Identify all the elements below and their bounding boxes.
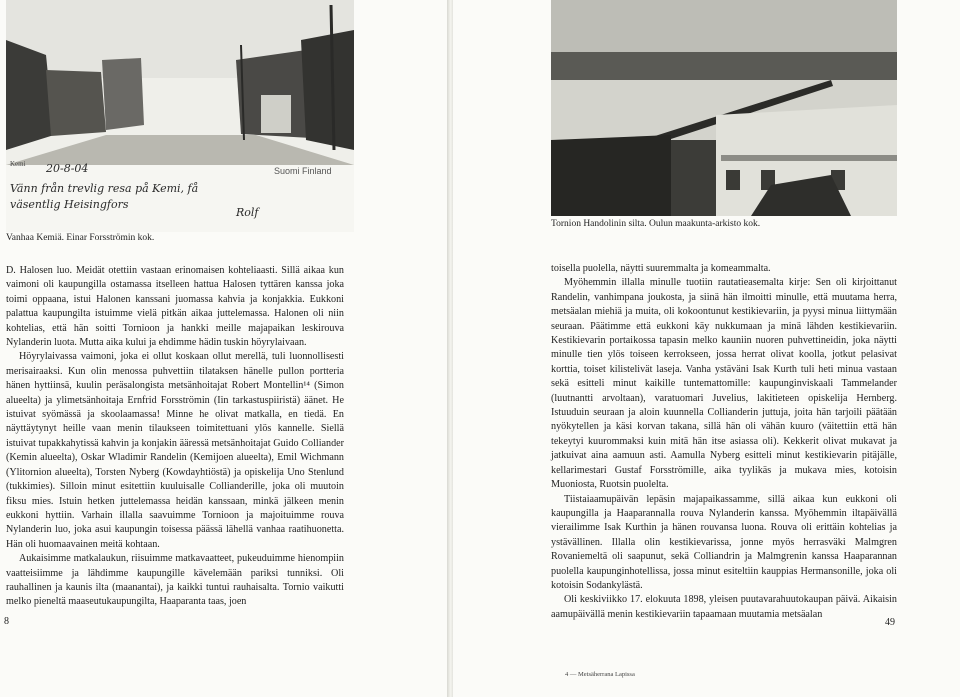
right-photo-caption: Tornion Handolinin silta. Oulun maakunta-arkisto kok.	[551, 219, 761, 229]
paragraph: toisella puolella, näytti suuremmalta ja komeammalta.	[551, 263, 771, 274]
handwriting-signature: Rolf	[236, 206, 259, 219]
paragraph: Myöhemmin illalla minulle tuotiin rautatieasemalta kirje: Sen oli kirjoittanut Randelin, vanhimpana joukosta, ja siinä hän ilmoitti minulle, että muutama herra, metsäalan miehiä ja muita, oli kokoontunut kestikievariin, ja pyysi minua liittymään seuraan. Päätimme että eukkoni käy nukkumaan ja minä lähden kestikievariin. Kestikievarin portaikossa tapasin melko kauniin nuoren puhvettineidin, joka näytti minulle tien ylös toiseen kerrokseen, jossa herrat olivat koolla, jotkut pelasivat korttia, toiset kilistelivät laseja. Vanha ystäväni Isak Kurth tuli heti minua vastaan sekä esitteli minut kaikille tuntemattomille: kaupunginviskaali Tammelander (luutnantti arvoltaan), varatuomari Juvelius, lakitieteen opiskelija Hernberg. Istuuduin seuraan ja aloin kuunnella Collianderin juttuja, joita hän tarjoili päätään nyökytellen ja käsi korvan takana, sillä hän oli vähän kuuro (väitettiin että hän tekeytyi kuurommaksi kuin mitä hän itse asiassa oli). Kekkerit olivat mukavat ja jatkuivat aina aamuun asti. Aamulla Nyberg esitteli minut kestikievarin pitäjälle, kellarimestari Gustaf Forsströmille, aika tyylikäs ja mukava mies, kotoisin Muoniosta, Ruotsin puolelta.	[551, 277, 897, 491]
right-body-text	[551, 262, 897, 622]
left-page-number: 8	[4, 616, 9, 627]
right-page-number: 49	[885, 617, 895, 628]
paragraph: Tiistaiaamupäivän lepäsin majapaikassamme, sillä aikaa kun eukkoni oli kaupungilla ja Haaparannalla rouva Nylanderin kanssa. Myöhemmin iltapäivällä vierailimme Isak Kurthin ja hänen rouvansa luona. Rouva oli erittäin kohtelias ja ystävällinen. Illalla olin kestikievarissa, jonne myös herrasväki Malmgren Rovaniemeltä oli saapunut, sekä Colliandrin ja Malmgrenin kanssa Haaparannan puolella kaupunginhotellissa, jossa minut esiteltiin kauppias Hermansonille, joka oli kotoisin Sodankylästä.	[551, 493, 897, 591]
paragraph: Oli keskiviikko 17. elokuuta 1898, yleisen puutavarahuutokaupan päivä. Aikaisin aamupäivällä menin kestikievariin tapaamaan muutamia metsäalan	[551, 594, 897, 620]
postmark: Kemi	[10, 160, 26, 168]
left-page	[0, 0, 447, 697]
left-body-text	[6, 264, 344, 610]
left-photo-caption: Vanhaa Kemiä. Einar Forsströmin kok.	[6, 233, 155, 243]
handwriting-line-2: väsentlig Heisingfors	[10, 198, 129, 211]
handwritten-date: 20-8-04	[46, 162, 89, 175]
paragraph: Höyrylaivassa vaimoni, joka ei ollut koskaan ollut merellä, tuli luonnollisesti merisairaaksi. Kun olin menossa puhvettiin tilataksen hänelle pullon portteria hänen hyttiinsä, kuulin peräsalongista metsänhoitajat Robert Montellin¹⁴ (Simon alueelta) ja ylimetsänhoitaja Ernfrid Forsströmin (Iin tarkastuspiiristä) äänet. He istuivat syömässä ja skoolaamassa! Minne he olivat matkalla, en tiedä. En näyttäytynyt heille vaan menin tilaukseen toimitettuani ylös kannelle. Siellä istuivat tupakkahytissä kahvin ja konjakin ääressä metsänhoitajat Guido Colliander (Kemin alueelta), Oskar Wladimir Randelin (Kemijoen alueelta), Emil Wichmann (Ylitornion alueelta), Torsten Nyberg (Kowdayhtiöstä) ja opiskelija Uno Stenlund (tukkimies). Silloin minut esitettiin kuuluisalle Collianderille, joka oli muutoin fiksu mies. Istuin hetken juttelemassa heidän kanssaan, minkä jälkeen menin eukkoni hyttiin. Varhain illalla saavuimme Tornioon ja majoituimme rouva Nylanderin luo, joka asui kaupungin toisessa päässä lähellä vanhaa raatihuonetta. Hän oli huomaavainen meitä kohtaan.	[6, 351, 344, 550]
paragraph: D. Halosen luo. Meidät otettiin vastaan erinomaisen kohteliaasti. Sillä aikaa kun vaimoni oli kaupungilla ostamassa itselleen hattua Halosen tyttären kanssa joka toimi oppaana, istui Halonen kanssani juomassa kahvia ja konjakkia. Eukkoni palattua kaupungilta istuimme vielä pitkän aikaa juttelemassa. Halonen oli niin kohtelias, että hän soitti Tornioon ja hankki meille majapaikan leskirouva Nylanderin luota. Mutta aika kului ja ehdimme hädin tuskin höyrylaivaan.	[6, 265, 344, 349]
footer-signature: 4 — Metsäherrana Lapissa	[565, 671, 635, 678]
handwriting-line-1: Vänn från trevlig resa på Kemi, få	[10, 182, 199, 195]
printed-place: Suomi Finland	[274, 166, 332, 176]
handolin-bridge-photo	[551, 0, 897, 216]
paragraph: Aukaisimme matkalaukun, riisuimme matkavaatteet, pukeuduimme hienompiin vaatteisiimme ja lähdimme kaupungille kävelemään pariksi tunniksi. Oli rauhallinen ja kaunis ilta (maanantai), ja kaikki tuntui rauhaisalta. Tornio vaikutti melko pieneltä maaseutukaupungilta, Haaparanta taas, joen	[6, 553, 344, 608]
kemi-street-postcard	[6, 0, 354, 232]
right-page	[453, 0, 960, 697]
